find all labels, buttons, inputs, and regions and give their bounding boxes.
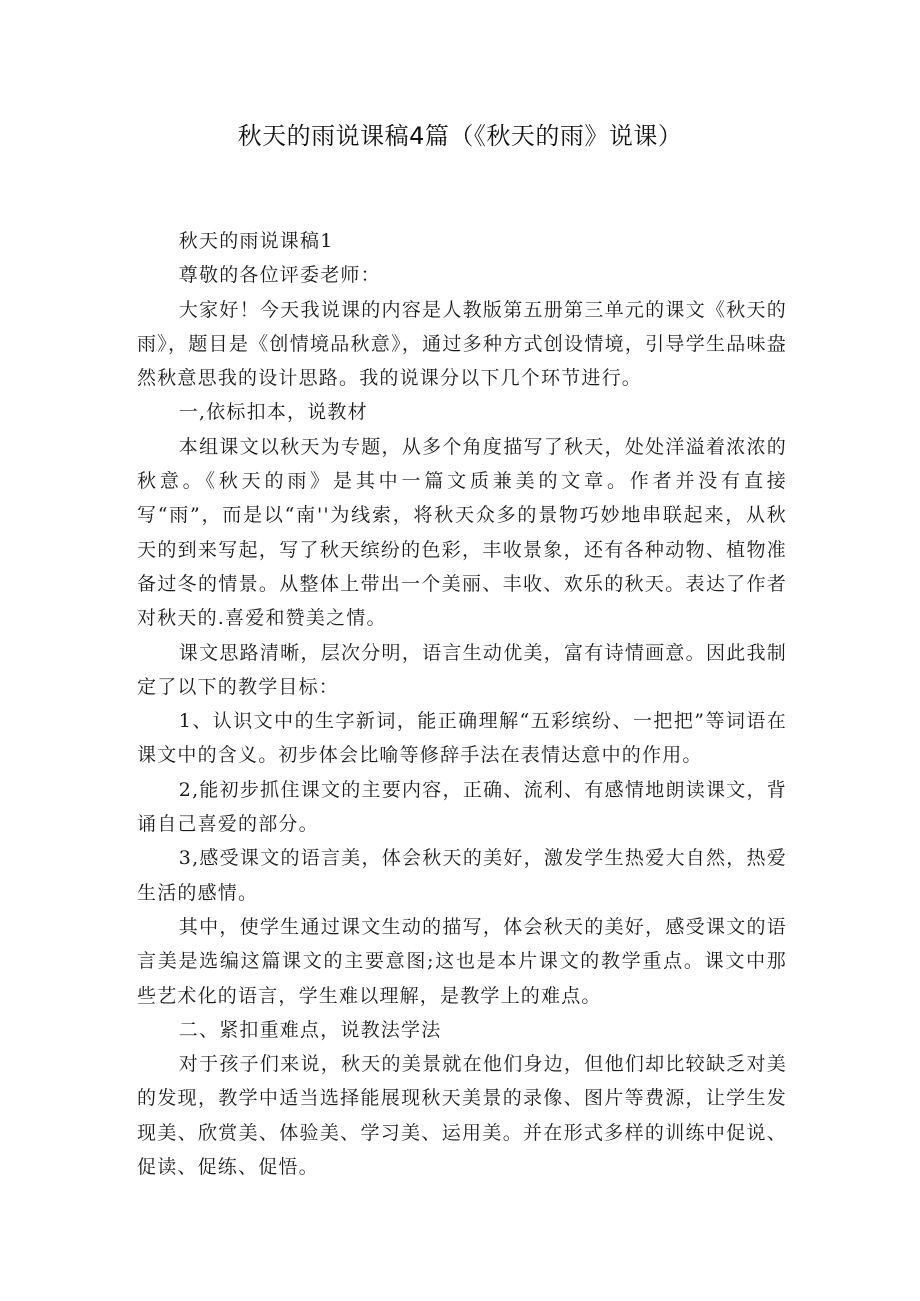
section-heading: 秋天的雨说课稿1 bbox=[178, 230, 334, 252]
paragraph-goals-intro: 课文思路清晰，层次分明，语言生动优美，富有诗情画意。因此我制定了以下的教学目标： bbox=[137, 641, 787, 698]
document-body bbox=[137, 224, 787, 1184]
salutation: 尊敬的各位评委老师： bbox=[178, 264, 381, 287]
paragraph-intro: 大家好！今天我说课的内容是人教版第五册第三单元的课文《秋天的雨》，题目是《创情境品秋意》，通过多种方式创设情境，引导学生品味盎然秋意思我的设计思路。我的说课分以下几个环节进行。 bbox=[137, 298, 787, 390]
paragraph-key-points: 其中，使学生通过课文生动的描写，体会秋天的美好，感受课文的语言美是选编这篇课文的主要意图;这也是本片课文的教学重点。课文中那些艺术化的语言，学生难以理解，是教学上的难点。 bbox=[137, 915, 787, 1007]
subheading-textbook: 一,依标扣本，说教材 bbox=[178, 401, 368, 424]
paragraph-textbook: 本组课文以秋天为专题，从多个角度描写了秋天，处处洋溢着浓浓的秋意。《秋天的雨》是其中一篇文质兼美的文章。作者并没有直接写“雨”，而是以“南''为线索，将秋天众多的景物巧妙地串联起来，从秋天的到来写起，写了秋天缤纷的色彩，丰收景象，还有各种动物、植物准备过冬的情景。从整体上带出一个美丽、丰收、欢乐的秋天。表达了作者对秋天的.喜爱和赞美之情。 bbox=[137, 435, 787, 630]
goal-item-1: 1、认识文中的生字新词，能正确理解“五彩缤纷、一把把”等词语在课文中的含义。初步体会比喻等修辞手法在表情达意中的作用。 bbox=[137, 710, 787, 767]
document-title: 秋天的雨说课稿4篇（《秋天的雨》说课） bbox=[237, 122, 683, 150]
paragraph-methods: 对于孩子们来说，秋天的美景就在他们身边，但他们却比较缺乏对美的发现，教学中适当选择能展现秋天美景的录像、图片等费源，让学生发现美、欣赏美、体验美、学习美、运用美。并在形式多样的训练中促说、促读、促练、促悟。 bbox=[137, 1053, 787, 1179]
subheading-methods: 二、紧扣重难点，说教法学法 bbox=[178, 1018, 442, 1041]
goal-item-2: 2,能初步抓住课文的主要内容，正确、流利、有感情地朗读课文，背诵自己喜爱的部分。 bbox=[137, 778, 787, 836]
goal-item-3: 3,感受课文的语言美，体会秋天的美好，激发学生热爱大自然，热爱生活的感情。 bbox=[137, 847, 787, 904]
